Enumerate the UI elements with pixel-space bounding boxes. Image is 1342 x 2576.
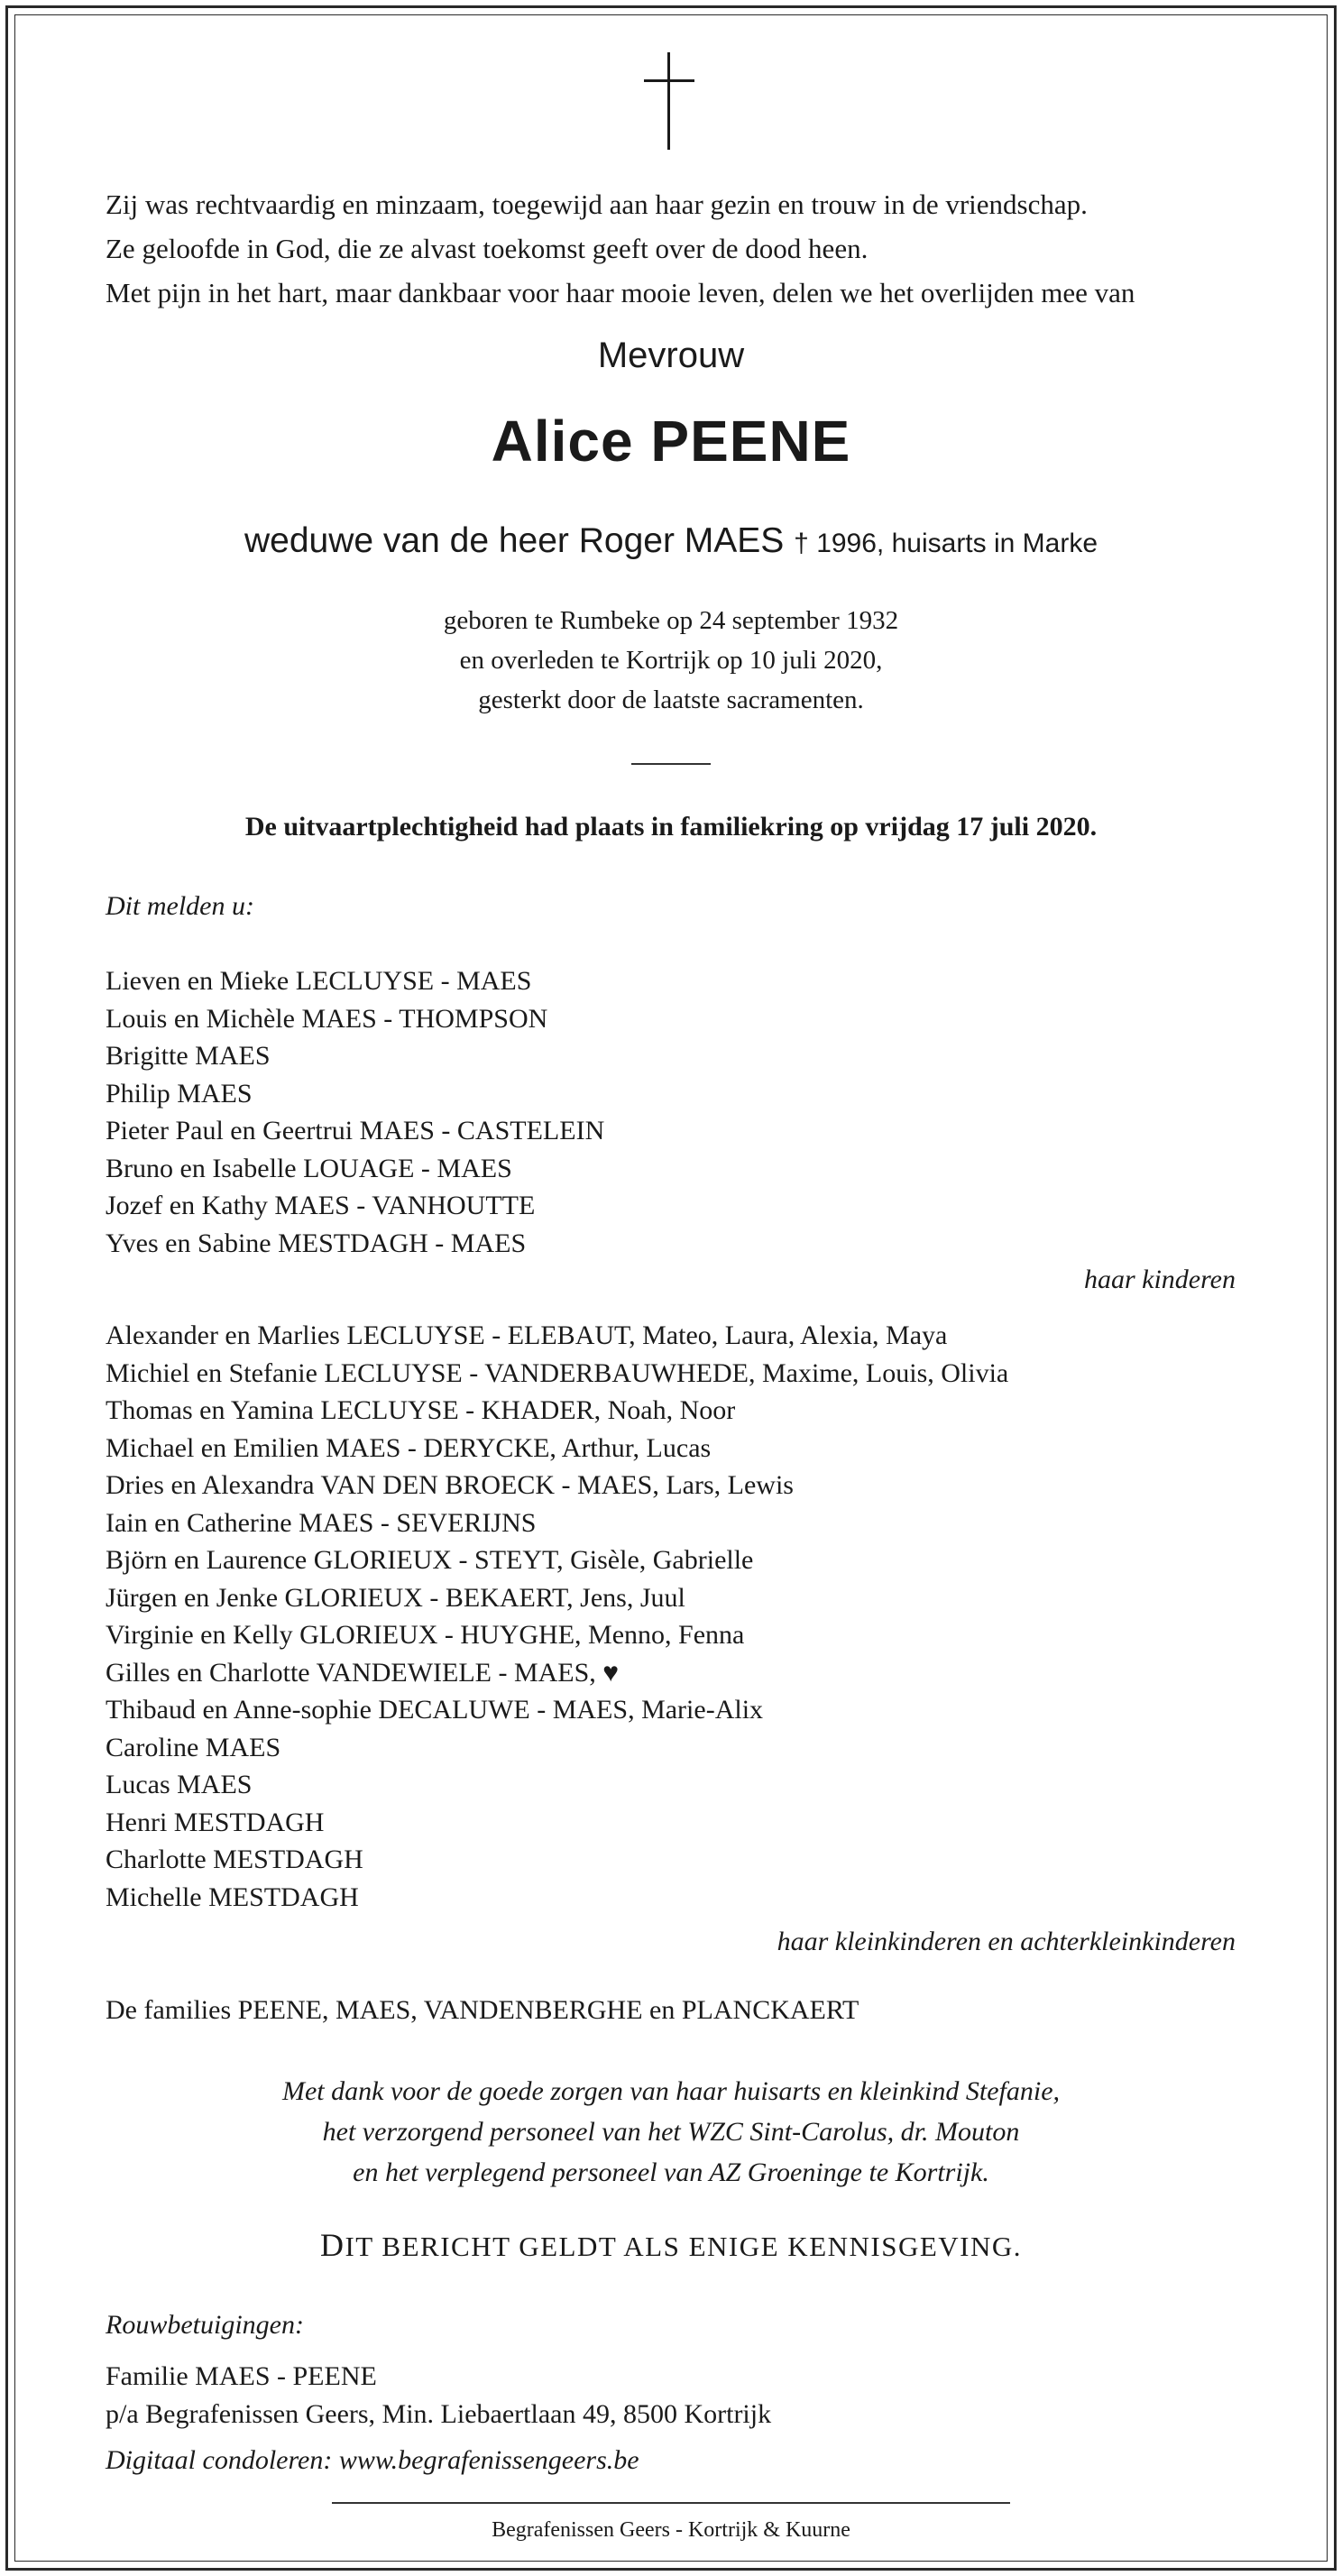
thanks-line: het verzorgend personeel van het WZC Sint-Carolus, dr. Mouton — [322, 2117, 1020, 2147]
children-list — [106, 962, 604, 1262]
families-line: De families PEENE, MAES, VANDENBERGHE en PLANCKAERT — [106, 1995, 859, 2025]
contact-line: Familie MAES - PEENE — [106, 2361, 377, 2391]
footer-text: Begrafenissen Geers - Kortrijk & Kuurne — [492, 2518, 850, 2542]
intro-line: Met pijn in het hart, maar dankbaar voor haar mooie leven, delen we het overlijden mee van — [106, 277, 1135, 308]
list-item: Thibaud en Anne-sophie DECALUWE - MAES, Marie-Alix — [106, 1695, 764, 1725]
notice-line — [0, 2226, 1342, 2264]
children-label: haar kinderen — [1083, 1265, 1236, 1294]
thanks-line: Met dank voor de goede zorgen van haar huisarts en kleinkind Stefanie, — [281, 2076, 1061, 2106]
salutation: Mevrouw — [597, 336, 745, 375]
intro-text — [106, 182, 1242, 315]
list-item: Caroline MAES — [106, 1732, 281, 1762]
divider-short — [631, 763, 711, 765]
dates-line: geboren te Rumbeke op 24 september 1932 — [443, 606, 899, 635]
list-item: Iain en Catherine MAES - SEVERIJNS — [106, 1507, 537, 1538]
condolences-heading: Rouwbetuigingen: — [106, 2310, 304, 2340]
list-item: Bruno en Isabelle LOUAGE - MAES — [106, 1153, 512, 1183]
cross-icon — [644, 52, 694, 150]
spouse-death: † 1996, huisarts in Marke — [794, 529, 1098, 558]
list-item: Michael en Emilien MAES - DERYCKE, Arthur, Lucas — [106, 1432, 712, 1463]
thanks-line: en het verplegend personeel van AZ Groeninge te Kortrijk. — [353, 2157, 989, 2187]
list-item: Jürgen en Jenke GLORIEUX - BEKAERT, Jens, Juul — [106, 1582, 685, 1613]
dates-line: gesterkt door de laatste sacramenten. — [478, 685, 864, 714]
list-item: Charlotte MESTDAGH — [106, 1845, 363, 1874]
list-item: Lieven en Mieke LECLUYSE - MAES — [106, 966, 532, 996]
online-condolence: Digitaal condoleren: www.begrafenissengeers.be — [106, 2445, 639, 2475]
list-item: Virginie en Kelly GLORIEUX - HUYGHE, Menno, Fenna — [106, 1620, 745, 1650]
footer-divider — [332, 2502, 1010, 2504]
intro-line: Ze geloofde in God, die ze alvast toekomst geeft over de dood heen. — [106, 233, 869, 264]
list-item: Philip MAES — [106, 1078, 253, 1109]
announcers-heading: Dit melden u: — [106, 891, 254, 921]
intro-line: Zij was rechtvaardig en minzaam, toegewijd aan haar gezin en trouw in de vriendschap. — [106, 189, 1088, 220]
spouse-line — [0, 521, 1342, 561]
list-item: Thomas en Yamina LECLUYSE - KHADER, Noah, Noor — [106, 1395, 736, 1425]
notice-initial: D — [319, 2227, 345, 2263]
funeral-notice: De uitvaartplechtigheid had plaats in familiekring op vrijdag 17 juli 2020. — [244, 812, 1098, 842]
contact-line: p/a Begrafenissen Geers, Min. Liebaertlaan 49, 8500 Kortrijk — [106, 2398, 772, 2429]
list-item: Jozef en Kathy MAES - VANHOUTTE — [106, 1191, 536, 1220]
spouse-main: weduwe van de heer Roger MAES — [244, 521, 785, 560]
list-item: Yves en Sabine MESTDAGH - MAES — [106, 1228, 527, 1258]
list-item: Henri MESTDAGH — [106, 1807, 325, 1837]
list-item: Lucas MAES — [106, 1770, 253, 1799]
notice-rest: IT BERICHT GELDT ALS ENIGE KENNISGEVING. — [345, 2231, 1023, 2262]
list-item: Brigitte MAES — [106, 1041, 271, 1071]
grandchildren-list — [106, 1317, 1008, 1916]
dates-line: en overleden te Kortrijk op 10 juli 2020, — [459, 646, 883, 675]
thanks-block — [0, 2071, 1342, 2193]
deceased-name: Alice PEENE — [491, 409, 851, 474]
dates-block — [0, 601, 1342, 720]
list-item: Björn en Laurence GLORIEUX - STEYT, Gisèle, Gabrielle — [106, 1545, 754, 1575]
list-item: Louis en Michèle MAES - THOMPSON — [106, 1003, 548, 1034]
list-item: Pieter Paul en Geertrui MAES - CASTELEIN — [106, 1116, 605, 1145]
contact-block — [106, 2358, 771, 2433]
grandchildren-label: haar kleinkinderen en achterkleinkinderen — [777, 1927, 1236, 1956]
list-item: Dries en Alexandra VAN DEN BROECK - MAES, Lars, Lewis — [106, 1470, 794, 1500]
list-item: Michelle MESTDAGH — [106, 1881, 359, 1912]
list-item: Gilles en Charlotte VANDEWIELE - MAES, ♥ — [106, 1657, 620, 1688]
list-item: Michiel en Stefanie LECLUYSE - VANDERBAUWHEDE, Maxime, Louis, Olivia — [106, 1357, 1009, 1388]
list-item: Alexander en Marlies LECLUYSE - ELEBAUT, Mateo, Laura, Alexia, Maya — [106, 1320, 948, 1350]
